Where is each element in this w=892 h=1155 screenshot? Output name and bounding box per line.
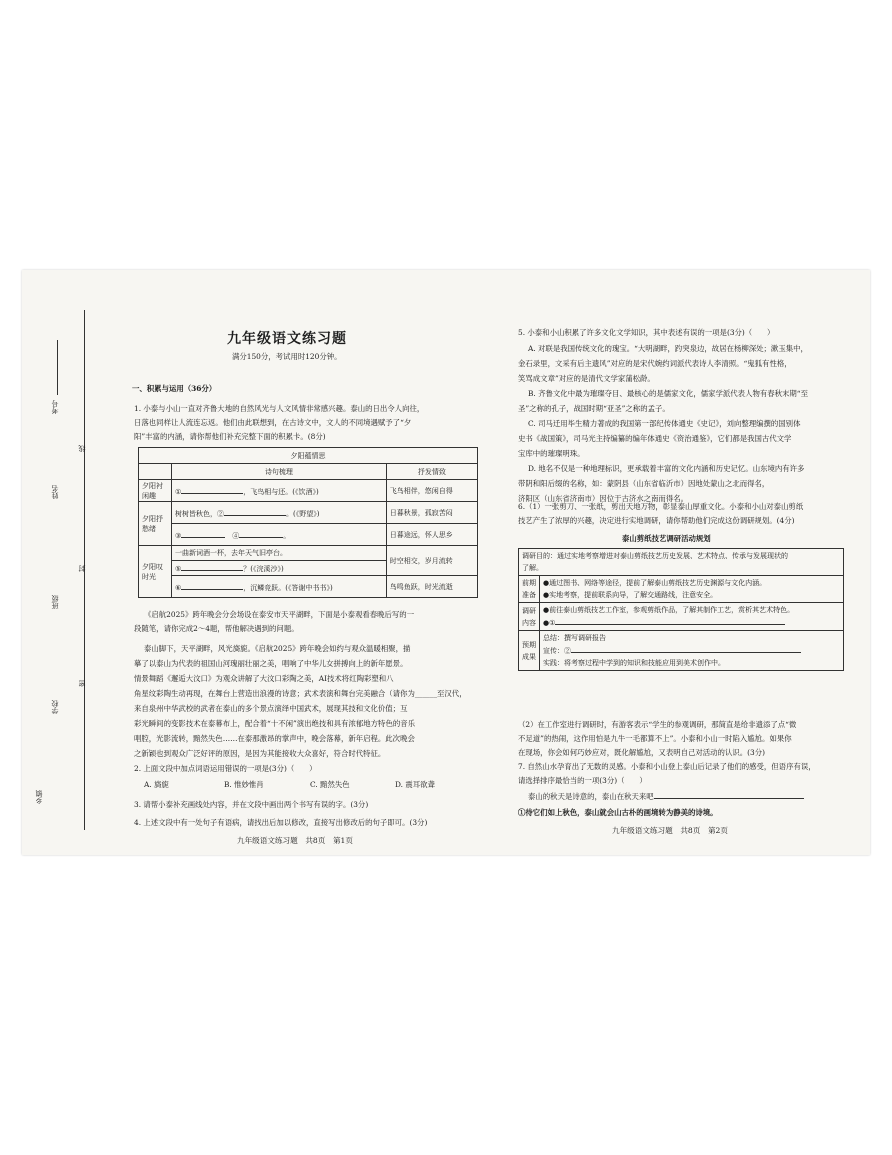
- plan-content: ●前往泰山剪纸技艺工作室，参观剪纸作品，了解其制作工艺，赏析其艺术特色。 ●①: [540, 603, 844, 631]
- q5-option-a: 笑骂成文章”对应的是清代文学家蒲松龄。: [518, 374, 655, 383]
- card-group: 夕阳抒愁绪: [139, 502, 172, 546]
- q2-intro-line: 段随笔，请你完成2～4题，帮他解决遇到的问题。: [134, 624, 299, 633]
- card-poem-line: ① ，飞鸟相与还。(《饮酒》): [172, 480, 387, 502]
- q7-stem: 请选择排序最恰当的一项(3分)（ ）: [518, 776, 647, 785]
- page-title: 九年级语文练习题: [227, 331, 347, 347]
- answer-blank[interactable]: [654, 790, 804, 799]
- q1-line: 日落也同样让人流连忘返。他们由此联想到，在古诗文中，文人的不同境遇赋予了“夕: [134, 418, 412, 427]
- q6-stem: 技艺产生了浓厚的兴趣，决定进行实地调研，请你帮助他们完成这份调研规划。(4分): [518, 516, 795, 525]
- binding-banji: 班级: [51, 595, 59, 609]
- q7-text: 泰山的秋天是诗意的，泰山在秋天来吧: [528, 790, 804, 803]
- page-footer: 九年级语文练习题 共8页 第2页: [612, 826, 728, 835]
- answer-blank[interactable]: [181, 581, 243, 590]
- card-group: 夕阳衬闲趣: [139, 480, 172, 502]
- accumulation-card: [138, 447, 478, 598]
- q6-2-line: 在现场，你会如何巧妙应对，既化解尴尬，又表明自己对活动的认识。(3分): [518, 748, 765, 757]
- plan-result-label: 预期成果: [519, 631, 540, 671]
- binding-xingming: 姓名: [51, 485, 59, 499]
- q5-option-c[interactable]: C. 司马迁用毕生精力著成的我国第一部纪传体通史《史记》，刘向整理编撰的国别体: [528, 419, 801, 428]
- q5-option-d: 济阳区（山东省济南市）因位于古济水之南而得名。: [518, 494, 688, 503]
- q5-option-d: 带阴和阳后缀的名称，如：蒙阴县（山东省临沂市）因地处蒙山之北而得名，: [518, 479, 770, 488]
- q5-option-a[interactable]: A. 对联是我国传统文化的瑰宝。“大明湖畔，趵突泉边，故居在杨柳深处；漱玉集中，: [528, 344, 808, 353]
- essay-line: 唱腔，光影流转，黯然失色……在泰那激昂的掌声中，晚会落幕，新年启程。此次晚会: [134, 734, 415, 743]
- plan-heading: 泰山剪纸技艺调研活动规划: [622, 534, 711, 543]
- binding-mi: 密: [78, 680, 86, 687]
- q5-option-b: 圣”之称的孔子，战国时期“亚圣”之称的孟子。: [518, 404, 670, 413]
- q2-option[interactable]: D. 震耳欲聋: [395, 780, 435, 789]
- card-poem-line: ⑥ ，沉鳞竞跃。(《答谢中书书》): [172, 576, 387, 598]
- q2-option[interactable]: A. 旖旎: [144, 780, 169, 789]
- answer-blank[interactable]: [181, 485, 243, 494]
- plan-prep-label: 前期准备: [519, 576, 540, 603]
- binding-xuexiao: 学校: [51, 700, 59, 714]
- essay-line: 来自泉州中华武校的武者在泰山的多个景点演绎中国武术，展现其技和文化价值；互: [134, 704, 408, 713]
- answer-blank[interactable]: [181, 529, 225, 538]
- binding-xiangzhen: 乡镇: [35, 790, 43, 804]
- card-emotion: 鸟鸣鱼跃，时光流逝: [386, 576, 477, 598]
- card-poem-line: ⑤ ？(《浣溪沙》): [172, 561, 387, 576]
- q2-stem: 2. 上面文段中加点词语运用错误的一项是(3分)（ ）: [134, 764, 317, 773]
- q7-stem: 7. 自然山水孕育出了无数的灵感。小泰和小山登上泰山后记录了他们的感受，但语序有误，: [518, 762, 816, 771]
- essay-line: 泰山脚下，天平湖畔，风光旖旎。《启航2025》跨年晚会如约与观众温暖相聚，描: [144, 644, 411, 653]
- card-heading: 夕阳蕴情思: [139, 448, 478, 464]
- answer-blank[interactable]: [181, 562, 243, 571]
- essay-line: 摹了以泰山为代表的祖国山河瑰丽壮丽之美，唱响了中华儿女拼搏向上的新年愿景。: [134, 659, 408, 668]
- kaohao-line: [57, 340, 58, 395]
- card-emotion: 时空相交，岁月流转: [386, 546, 477, 576]
- q5-option-d[interactable]: D. 地名不仅是一种地理标识，更承载着丰富的文化内涵和历史记忆。山东境内有许多: [528, 464, 805, 473]
- answer-blank[interactable]: [239, 529, 283, 538]
- q5-option-c: 史书《战国策》，司马光主持编纂的编年体通史《资治通鉴》，它们都是我国古代文学: [518, 434, 792, 443]
- answer-blank[interactable]: [571, 644, 801, 653]
- card-poem-line: ③ ④ 。: [172, 524, 387, 546]
- binding-feng: 封: [78, 565, 86, 572]
- essay-line: 角星纹彩陶生动再现，在舞台上营造出浪漫的诗意；武术表演和舞台完美融合（请你为______至汉代，: [134, 689, 467, 698]
- q5-option-a: 金石录里，文采有后主遗风”对应的是宋代婉约词派代表诗人李清照。“鬼狐有性格，: [518, 359, 792, 368]
- card-col-poems: 诗句梳理: [172, 464, 387, 480]
- q5-option-b[interactable]: B. 齐鲁文化中最为璀璨夺目、最核心的是儒家文化，儒家学派代表人物有春秋末期“至: [528, 389, 808, 398]
- card-emotion: 飞鸟相伴，悠闲自得: [386, 480, 477, 502]
- binding-kaohao: 考号: [51, 400, 59, 414]
- card-group: 夕阳叹时光: [139, 546, 172, 598]
- q2-option[interactable]: C. 黯然失色: [310, 780, 350, 789]
- essay-line: 情景舞蹈《邂逅大汶口》为观众讲解了大汶口彩陶之美，AI技术将红陶彩塑和八: [134, 674, 394, 683]
- card-poem-line: 树树皆秋色，② 。(《野望》): [172, 502, 387, 524]
- plan-result: 总结：撰写调研报告 宣传：② 实践：将考察过程中学到的知识和技能应用到美术创作中。: [540, 631, 844, 671]
- page-subtitle: 满分150分，考试用时120分钟。: [232, 352, 342, 361]
- essay-line: 彩光瞬间的变影技术在泰幕布上，配合着“十不闲”演出绝技和具有浓郁地方特色的音乐: [134, 719, 416, 728]
- plan-purpose: 调研目的：通过实地考察增进对泰山剪纸技艺历史发展、艺术特点、传承与发展现状的 了解。: [519, 549, 844, 576]
- q2-option[interactable]: B. 惟妙惟肖: [224, 780, 264, 789]
- card-poem-line: 一曲新词酒一杯，去年天气旧亭台。: [172, 546, 387, 561]
- q4-stem: 4. 上述文段中有一处句子有语病，请找出后加以修改，直接写出修改后的句子即可。(3分): [134, 818, 428, 827]
- essay-line: 之新颖也到观众广泛好评的原因，是因为其能接收大众喜好，符合时代特征。: [134, 749, 386, 758]
- q6-2-line: （2）在工作室进行调研时，有游客表示“学生的参观调研，那简直是给非遗添了点“微: [518, 720, 797, 729]
- q1-line: 1. 小泰与小山一直对齐鲁大地的自然风光与人文风情非常感兴趣。泰山的日出令人向往，: [134, 404, 425, 413]
- card-emotion: 日暮秋景，孤寂苦闷: [386, 502, 477, 524]
- plan-prep: ●通过图书、网络等途径，提前了解泰山剪纸技艺历史渊源与文化内涵。 ●实地考察，提前联系向导，了解交通路线，注意安全。: [540, 576, 844, 603]
- card-col-emotion: 抒发情致: [386, 464, 477, 480]
- plan-content-label: 调研内容: [519, 603, 540, 631]
- card-emotion: 日暮途远，怀人思乡: [386, 524, 477, 546]
- q5-option-c: 宝库中的璀璨明珠。: [518, 449, 585, 458]
- answer-blank[interactable]: [555, 616, 785, 625]
- q3-stem: 3. 请帮小泰补充画线处内容，并在文段中画出两个书写有误的字。(3分): [134, 800, 369, 809]
- q5-stem: 5. 小泰和小山积累了许多文化文学知识，其中表述有误的一项是(3分)（ ）: [518, 328, 775, 337]
- q6-stem: 6.（1）一张剪刀、一张纸，剪出天地万物，彰显泰山厚重文化。小泰和小山对泰山剪纸: [518, 502, 804, 511]
- answer-blank[interactable]: [224, 507, 286, 516]
- q7-item: ①待它们如上秋色，泰山就会山古朴的画境转为静美的诗境。: [518, 808, 718, 817]
- binding-xian: 线: [78, 445, 86, 452]
- q6-2-line: 不足道”的热闹，这作用怕是九牛一毛都算不上”。小泰和小山一时陷入尴尬。如果你: [518, 734, 792, 743]
- q2-intro-line: 《启航2025》跨年晚会分会场设在泰安市天平湖畔，下面是小泰观看春晚后写的一: [144, 610, 415, 619]
- page-footer: 九年级语文练习题 共8页 第1页: [237, 836, 353, 845]
- section-heading: 一、积累与运用（36分）: [132, 384, 217, 393]
- research-plan-table: [518, 548, 844, 671]
- exam-sheet: [22, 270, 870, 855]
- q1-line: 阳”丰富的内涵，请你帮他们补充完整下面的积累卡。(8分): [134, 432, 326, 441]
